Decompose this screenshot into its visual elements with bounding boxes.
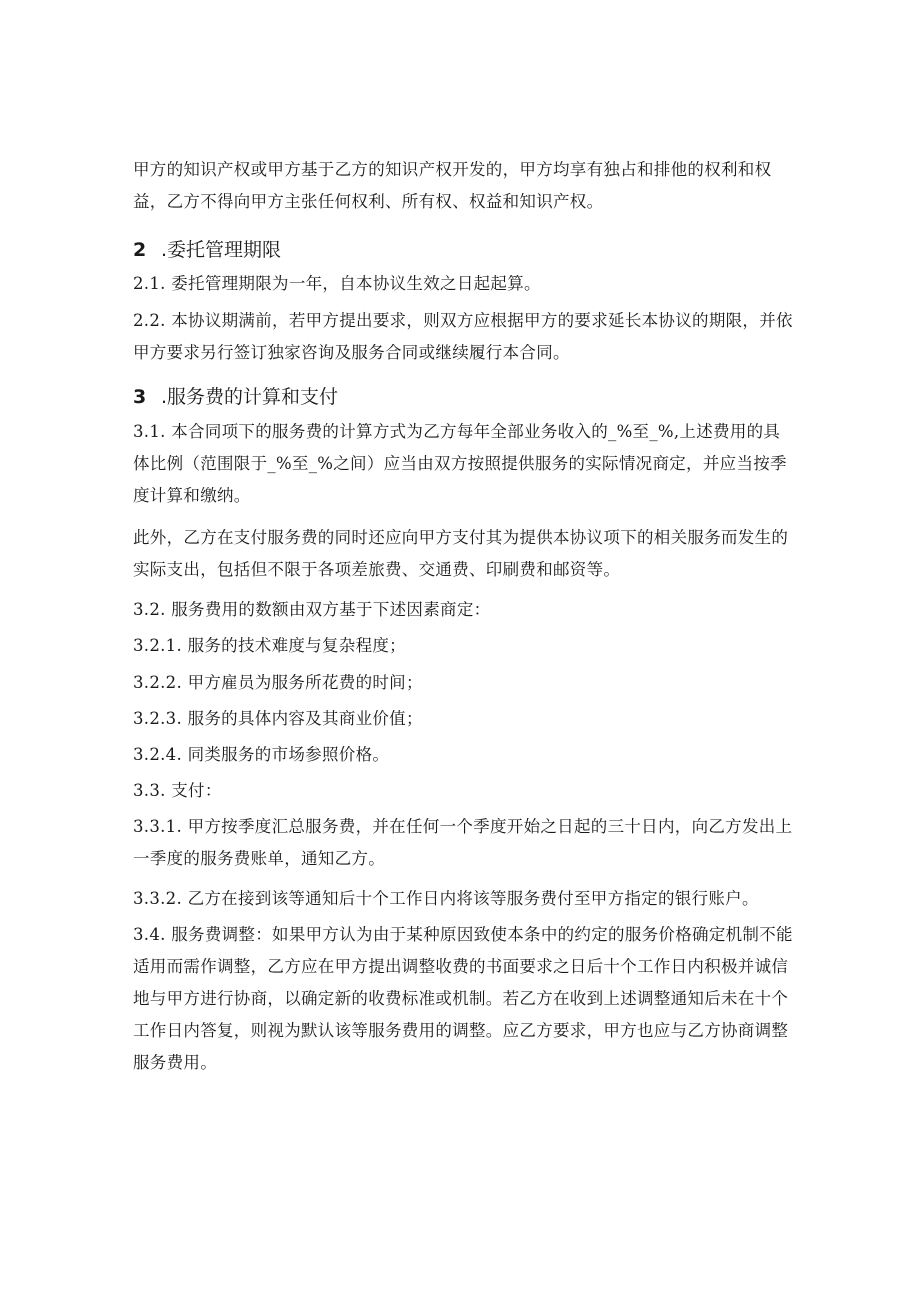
section-title: .委托管理期限 (161, 239, 282, 261)
clause-3-1-additional: 此外，乙方在支付服务费的同时还应向甲方支付其为提供本协议项下的相关服务而发生的实际支出，包括但不限于各项差旅费、交通费、印刷费和邮资等。 (133, 528, 789, 579)
section-number: 2 (133, 239, 147, 261)
paragraph-ip-rights: 甲方的知识产权或甲方基于乙方的知识产权开发的，甲方均享有独占和排他的权利和权益，乙方不得向甲方主张任何权利、所有权、权益和知识产权。 (133, 160, 772, 211)
clause-3-1: 3.1. 本合同项下的服务费的计算方式为乙方每年全部业务收入的_%至_%,上述费用的具体比例（范围限于_%至_%之间）应当由双方按照提供服务的实际情况商定，并应当按季度计算和缴纳。 (133, 422, 787, 505)
clause-2-1: 2.1. 委托管理期限为一年，自本协议生效之日起起算。 (133, 274, 541, 293)
clause-3-2-2: 3.2.2. 甲方雇员为服务所花费的时间； (133, 673, 423, 692)
clause-3-2: 3.2. 服务费用的数额由双方基于下述因素商定： (133, 600, 491, 619)
clause-2-2: 2.2. 本协议期满前，若甲方提出要求，则双方应根据甲方的要求延长本协议的期限，并依甲方要求另行签订独家咨询及服务合同或继续履行本合同。 (133, 311, 793, 362)
clause-3-4: 3.4. 服务费调整：如果甲方认为由于某种原因致使本条中的约定的服务价格确定机制不能适用而需作调整，乙方应在甲方提出调整收费的书面要求之日后十个工作日内积极并诚信地与甲方进行协商，以确定新的收费标准或机制。若乙方在收到上述调整通知后未在十个工作日内答复，则视为默认该等服务费用的调整。应乙方要求，甲方也应与乙方协商调整服务费用。 (133, 925, 793, 1072)
clause-3-3: 3.3. 支付： (133, 781, 222, 800)
clause-3-2-3: 3.2.3. 服务的具体内容及其商业价值； (133, 709, 423, 728)
clause-3-2-4: 3.2.4. 同类服务的市场参照价格。 (133, 745, 390, 764)
clause-3-3-1: 3.3.1. 甲方按季度汇总服务费，并在任何一个季度开始之日起的三十日内，向乙方发出上一季度的服务费账单，通知乙方。 (133, 817, 793, 868)
section-title: .服务费的计算和支付 (161, 386, 339, 408)
clause-3-2-1: 3.2.1. 服务的技术难度与复杂程度； (133, 636, 406, 655)
section-heading-3 (133, 383, 338, 411)
section-heading-2 (133, 236, 281, 264)
section-number: 3 (133, 386, 147, 408)
clause-3-3-2: 3.3.2. 乙方在接到该等通知后十个工作日内将该等服务费付至甲方指定的银行账户。 (133, 889, 759, 908)
